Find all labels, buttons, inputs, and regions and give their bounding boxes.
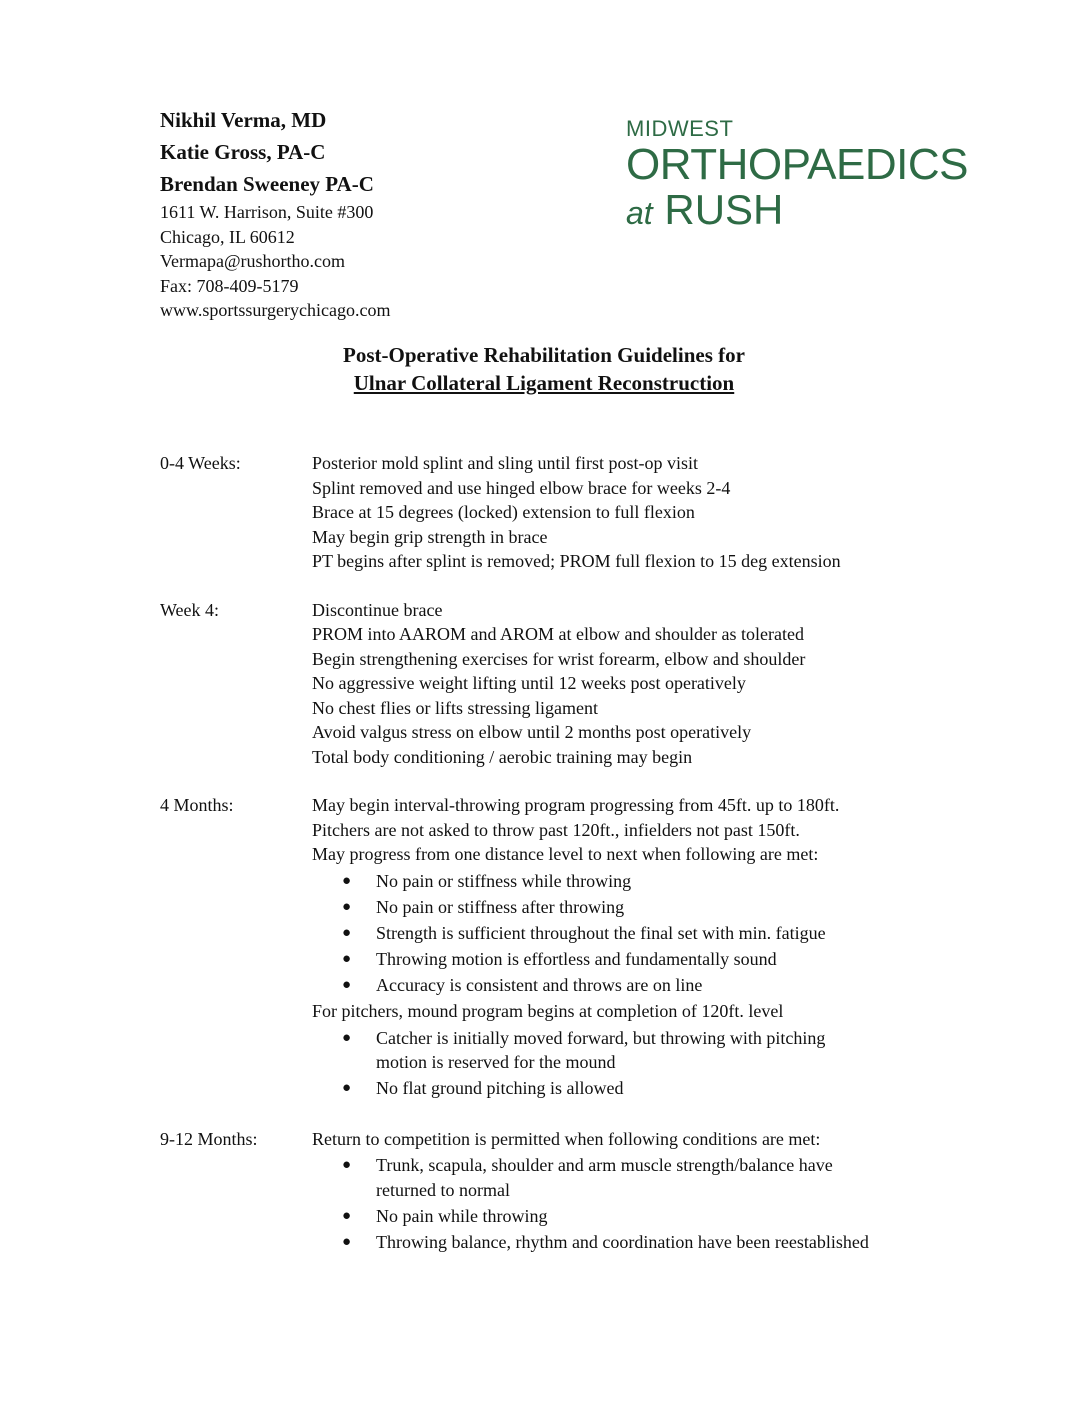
list-item (312, 895, 960, 920)
section-body (312, 451, 960, 574)
list-item-text: Strength is sufficient throughout the final set with min. fatigue (376, 922, 826, 943)
criteria-list (312, 869, 960, 998)
guideline-line: May progress from one distance level to next when following are met: (312, 844, 819, 864)
section-body (312, 793, 960, 1103)
title-line-1: Post-Operative Rehabilitation Guidelines for (343, 343, 745, 367)
website-url: www.sportssurgerychicago.com (160, 300, 391, 320)
logo-line-3 (626, 188, 968, 235)
guideline-line: Posterior mold splint and sling until first post-op visit (312, 453, 699, 473)
list-item-text: Accuracy is consistent and throws are on line (376, 974, 703, 995)
bullet-icon: ● (342, 872, 352, 889)
email-address: Vermapa@rushortho.com (160, 251, 346, 271)
guideline-line: Begin strengthening exercises for wrist forearm, elbow and shoulder (312, 648, 806, 669)
guideline-line: PT begins after splint is removed; PROM full flexion to 15 deg extension (312, 551, 841, 571)
list-item-text: No pain or stiffness while throwing (376, 870, 632, 891)
logo-at: at (626, 195, 653, 231)
bullet-icon: ● (342, 924, 352, 941)
guideline-line: For pitchers, mound program begins at completion of 120ft. level (312, 1001, 784, 1021)
section-week-4 (160, 598, 960, 770)
guideline-line: Discontinue brace (312, 599, 443, 620)
provider-name: Katie Gross, PA-C (160, 140, 326, 164)
guideline-line: No aggressive weight lifting until 12 weeks post operatively (312, 673, 746, 693)
section-0-4-weeks (160, 451, 960, 574)
section-label: 9-12 Months: (160, 1128, 258, 1149)
logo-line-1: MIDWEST (626, 116, 734, 141)
section-label: 0-4 Weeks: (160, 453, 241, 473)
section-label: Week 4: (160, 599, 220, 620)
guideline-line: Return to competition is permitted when following conditions are met: (312, 1128, 821, 1149)
guideline-line: PROM into AAROM and AROM at elbow and shoulder as tolerated (312, 624, 804, 644)
guideline-line: May begin interval-throwing program progressing from 45ft. up to 180ft. (312, 795, 840, 815)
list-item (312, 921, 960, 946)
guideline-line: Total body conditioning / aerobic training may begin (312, 746, 693, 767)
list-item-text: Throwing balance, rhythm and coordination have been reestablished (376, 1231, 869, 1252)
fax-number: Fax: 708-409-5179 (160, 275, 299, 296)
title-line-2: Ulnar Collateral Ligament Reconstruction (353, 371, 735, 395)
address-line: 1611 W. Harrison, Suite #300 (160, 202, 374, 222)
list-item (312, 1026, 872, 1075)
list-item-text: No pain while throwing (376, 1205, 548, 1226)
logo-line-2: ORTHOPAEDICS (626, 140, 968, 189)
document-title (0, 341, 1088, 397)
midwest-orthopaedics-logo (626, 116, 968, 235)
bullet-icon: ● (342, 1157, 352, 1173)
list-item (312, 973, 960, 998)
section-9-12-months (160, 1127, 960, 1257)
list-item-text: Trunk, scapula, shoulder and arm muscle strength/balance have returned to normal (376, 1155, 833, 1200)
list-item-text: No flat ground pitching is allowed (376, 1078, 624, 1098)
bullet-icon: ● (342, 898, 352, 915)
list-item (312, 869, 960, 894)
list-item (312, 947, 960, 972)
provider-name: Brendan Sweeney PA-C (160, 172, 374, 196)
bullet-icon: ● (342, 1233, 352, 1250)
list-item (312, 1230, 892, 1255)
list-item (312, 1153, 892, 1202)
bullet-icon: ● (342, 1080, 352, 1096)
guideline-line: No chest flies or lifts stressing ligament (312, 697, 598, 718)
address-line: Chicago, IL 60612 (160, 226, 295, 247)
guideline-line: Splint removed and use hinged elbow brace for weeks 2-4 (312, 477, 731, 498)
section-4-months (160, 793, 960, 1103)
guideline-sections (160, 451, 960, 1280)
section-label: 4 Months: (160, 795, 234, 815)
guideline-line: May begin grip strength in brace (312, 526, 548, 547)
logo-rush: RUSH (664, 186, 784, 233)
section-body (312, 598, 960, 770)
bullet-icon: ● (342, 976, 352, 993)
provider-header (160, 104, 390, 323)
bullet-icon: ● (342, 1207, 352, 1224)
section-body (312, 1127, 960, 1257)
guideline-line: Pitchers are not asked to throw past 120ft., infielders not past 150ft. (312, 819, 800, 840)
bullet-icon: ● (342, 1029, 352, 1046)
list-item (312, 1076, 872, 1101)
pitcher-list (312, 1026, 872, 1101)
list-item-text: Catcher is initially moved forward, but throwing with pitching motion is reserved for the mound (376, 1027, 826, 1072)
guideline-line: Avoid valgus stress on elbow until 2 months post operatively (312, 722, 752, 742)
list-item-text: Throwing motion is effortless and fundamentally sound (376, 948, 777, 969)
bullet-icon: ● (342, 950, 352, 967)
return-criteria-list (312, 1153, 892, 1254)
provider-name: Nikhil Verma, MD (160, 108, 327, 132)
guideline-line: Brace at 15 degrees (locked) extension to full flexion (312, 502, 695, 522)
list-item-text: No pain or stiffness after throwing (376, 896, 625, 917)
list-item (312, 1204, 892, 1229)
